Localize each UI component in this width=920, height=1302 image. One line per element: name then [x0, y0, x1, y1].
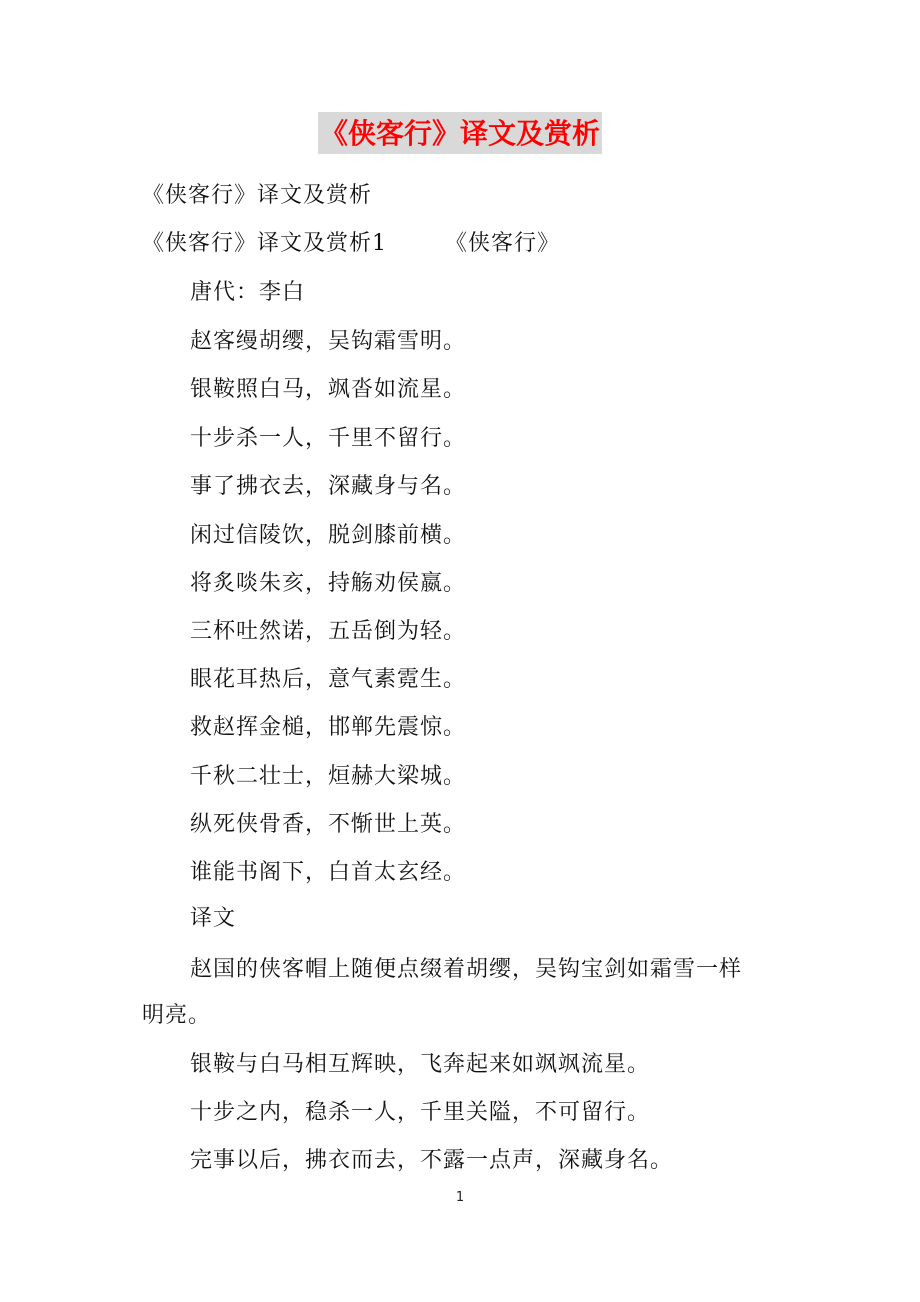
poem-line: 千秋二壮士，烜赫大梁城。: [190, 764, 467, 789]
poem-line: 事了拂衣去，深藏身与名。: [190, 474, 467, 499]
page-number: 1: [455, 1190, 465, 1205]
poem-line: 眼花耳热后，意气素霓生。: [190, 667, 467, 692]
translation-p2: 银鞍与白马相互辉映，飞奔起来如飒飒流星。: [190, 1052, 651, 1077]
title-container: [0, 112, 920, 154]
poem-line: 赵客缦胡缨，吴钩霜雪明。: [190, 329, 467, 354]
translation-label: 译文: [190, 906, 237, 931]
poem-line: 谁能书阁下，白首太玄经。: [190, 860, 467, 885]
translation-p1-line2: 明亮。: [142, 1003, 212, 1028]
poem-line: 三杯吐然诺，五岳倒为轻。: [190, 619, 467, 644]
document-title: 《侠客行》译文及赏析: [318, 112, 602, 154]
heading-repeat: 《侠客行》译文及赏析: [142, 183, 373, 208]
poem-line: 救赵挥金槌，邯郸先震惊。: [190, 715, 467, 740]
poem-line: 银鞍照白马，飒沓如流星。: [190, 377, 467, 402]
subheading: [142, 229, 560, 259]
translation-p4: 完事以后，拂衣而去，不露一点声，深藏身名。: [190, 1148, 674, 1173]
subheading-part2: 《侠客行》: [445, 231, 561, 256]
poem-line: 将炙啖朱亥，持觞劝侯嬴。: [190, 571, 467, 596]
author-line: 唐代：李白: [190, 280, 306, 305]
poem-line: 十步杀一人，千里不留行。: [190, 426, 467, 451]
subheading-part1: 《侠客行》译文及赏析1: [142, 231, 387, 256]
translation-p3: 十步之内，稳杀一人，千里关隘，不可留行。: [190, 1100, 651, 1125]
translation-p1-line1: 赵国的侠客帽上随便点缀着胡缨，吴钩宝剑如霜雪一样: [190, 957, 743, 982]
poem-line: 闲过信陵饮，脱剑膝前横。: [190, 523, 467, 548]
poem-line: 纵死侠骨香，不惭世上英。: [190, 812, 467, 837]
